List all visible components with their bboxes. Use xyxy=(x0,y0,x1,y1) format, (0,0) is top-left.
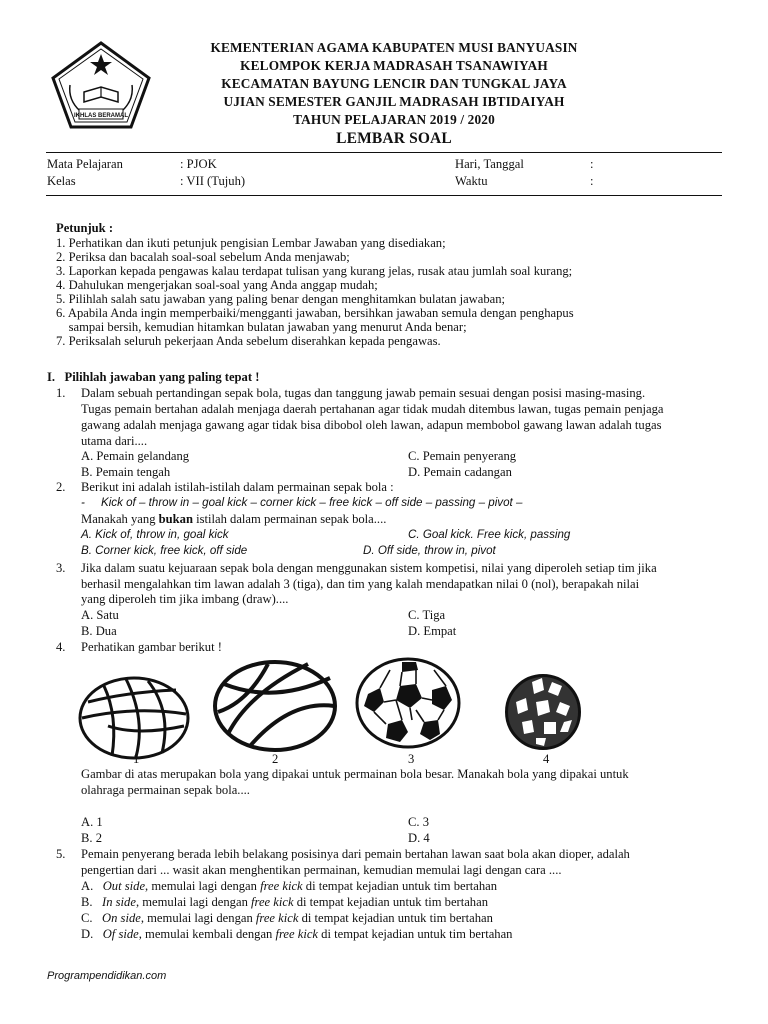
class-value: : VII (Tujuh) xyxy=(180,174,246,188)
option-a: A. 1 xyxy=(81,815,103,829)
question-number: 4. xyxy=(56,640,66,654)
option-letter: A. xyxy=(81,879,94,893)
subject-value: : PJOK xyxy=(180,157,217,171)
ball-label-1: 1 xyxy=(133,752,140,766)
question-number: 5. xyxy=(56,847,66,861)
ball-label-2: 2 xyxy=(272,752,279,766)
instruction-item: 4. Dahulukan mengerjakan soal-soal yang Anda anggap mudah; xyxy=(56,278,378,292)
option-tail: di tempat kejadian untuk tim bertahan xyxy=(293,895,488,909)
option-d xyxy=(81,927,512,942)
terms-list: - Kick of – throw in – goal kick – corner kick – free kick – off side – passing – pivot – xyxy=(81,496,523,509)
option-b: B. 2 xyxy=(81,831,102,845)
option-term: In side xyxy=(102,895,136,909)
option-free-kick: free kick xyxy=(251,895,294,909)
logo-text: IKHLAS BERAMAL xyxy=(74,113,128,119)
instruction-item: 3. Laporkan kepada pengawas kalau terdapat tulisan yang kurang jelas, rusak atau jumlah soal kurang; xyxy=(56,264,573,278)
option-b: B. Corner kick, free kick, off side xyxy=(81,544,248,557)
question-text: Dalam sebuah pertandingan sepak bola, tugas dan tanggung jawab pemain sesuai dengan posisi masing-masing. xyxy=(81,386,646,400)
question-text: gawang adalah menjaga gawang agar tidak bisa dibobol oleh lawan, adapun membobol gawang lawan adalah tugas xyxy=(81,418,662,432)
option-tail: di tempat kejadian untuk tim bertahan xyxy=(298,911,493,925)
option-a xyxy=(81,879,497,894)
option-d: D. 4 xyxy=(408,831,430,845)
instruction-item: 6. Apabila Anda ingin memperbaiki/mengganti jawaban, bersihkan jawaban semula dengan penghapus xyxy=(56,306,574,320)
ask-bold: bukan xyxy=(158,512,193,526)
question-text: Perhatikan gambar berikut ! xyxy=(81,640,222,654)
option-a: A. Kick of, throw in, goal kick xyxy=(81,528,229,541)
option-d: D. Empat xyxy=(408,624,457,638)
instruction-item: 7. Periksalah seluruh pekerjaan Anda sebelum diserahkan kepada pengawas. xyxy=(56,334,441,348)
option-d: D. Off side, throw in, pivot xyxy=(363,544,496,557)
question-text: Jika dalam suatu kejuaraan sepak bola dengan menggunakan sistem kompetisi, nilai yang diperoleh setiap tim jika xyxy=(81,561,657,575)
day-value: : xyxy=(590,157,594,171)
header-rule-top xyxy=(46,152,722,153)
question-text: Tugas pemain bertahan adalah menjaga daerah pertahanan agar tidak mudah ditembus lawan, tugas pemain penjaga xyxy=(81,402,664,416)
class-label: Kelas xyxy=(47,174,76,188)
option-free-kick: free kick xyxy=(275,927,319,941)
option-mid: , memulai lagi dengan xyxy=(135,895,252,909)
question-text: Berikut ini adalah istilah-istilah dalam permainan sepak bola : xyxy=(81,480,394,494)
soccer-ball-image xyxy=(354,656,462,750)
option-term: On side xyxy=(102,911,141,925)
footer-source: Programpendidikan.com xyxy=(47,970,167,982)
question-text: yang diperoleh tim jika imbang (draw).... xyxy=(81,592,289,606)
option-c: C. Pemain penyerang xyxy=(408,449,517,463)
option-c: C. Tiga xyxy=(408,608,446,622)
question-text: berhasil mengalahkan tim lawan adalah 3 (tiga), dan tim yang kalah mendapatkan nilai 0 (nol), berapakah nilai xyxy=(81,577,640,591)
option-a: A. Satu xyxy=(81,608,119,622)
basketball-image xyxy=(210,660,340,752)
option-c xyxy=(81,911,493,926)
header-line-5: TAHUN PELAJARAN 2019 / 2020 xyxy=(293,112,495,127)
option-letter: B. xyxy=(81,895,93,909)
option-a: A. Pemain gelandang xyxy=(81,449,190,463)
header-line-2: KELOMPOK KERJA MADRASAH TSANAWIYAH xyxy=(240,58,548,73)
instruction-item: 5. Pilihlah salah satu jawaban yang paling benar dengan menghitamkan bulatan jawaban; xyxy=(56,292,506,306)
question-text: pengertian dari ... wasit akan menghentikan permainan, kemudian memulai lagi dengan cara .... xyxy=(81,863,562,877)
question-text xyxy=(81,512,386,527)
ball-label-3: 3 xyxy=(408,752,415,766)
takraw-ball-image xyxy=(502,672,584,752)
question-number: 1. xyxy=(56,386,66,400)
option-mid: , memulai lagi dengan xyxy=(140,911,256,925)
volleyball-image xyxy=(78,676,190,760)
option-letter: C. xyxy=(81,911,93,925)
question-text: utama dari.... xyxy=(81,434,148,448)
kemenag-logo xyxy=(48,40,154,130)
question-number: 2. xyxy=(56,480,66,494)
option-tail: di tempat kejadian untuk tim bertahan xyxy=(318,927,513,941)
option-b: B. Dua xyxy=(81,624,117,638)
ask-pre: Manakah yang xyxy=(81,512,159,526)
option-c: C. Goal kick. Free kick, passing xyxy=(408,528,571,541)
question-number: 3. xyxy=(56,561,66,575)
option-c: C. 3 xyxy=(408,815,429,829)
time-label: Waktu xyxy=(455,174,488,188)
instruction-item: 2. Periksa dan bacalah soal-soal sebelum Anda menjawab; xyxy=(56,250,350,264)
option-term: Out side xyxy=(102,879,146,893)
option-letter: D. xyxy=(81,927,94,941)
header-line-4: UJIAN SEMESTER GANJIL MADRASAH IBTIDAIYAH xyxy=(223,94,565,109)
time-value: : xyxy=(590,174,594,188)
instruction-item: sampai bersih, kemudian hitamkan bulatan jawaban yang menurut Anda benar; xyxy=(56,320,467,334)
day-label: Hari, Tanggal xyxy=(455,157,524,171)
section-title: I. Pilihlah jawaban yang paling tepat ! xyxy=(47,370,260,384)
subject-label: Mata Pelajaran xyxy=(47,157,123,171)
header-line-1: KEMENTERIAN AGAMA KABUPATEN MUSI BANYUASIN xyxy=(210,40,578,55)
header-rule-bottom xyxy=(46,195,722,196)
option-free-kick: free kick xyxy=(260,879,303,893)
option-mid: , memulai kembali dengan xyxy=(138,927,276,941)
question-text: Pemain penyerang berada lebih belakang posisinya dari pemain bertahan lawan saat bola akan dioper, adalah xyxy=(81,847,630,861)
question-text: Gambar di atas merupakan bola yang dipakai untuk permainan bola besar. Manakah bola yang dipakai untuk xyxy=(81,767,629,781)
option-d: D. Pemain cadangan xyxy=(408,465,512,479)
question-text: olahraga permainan sepak bola.... xyxy=(81,783,250,797)
option-free-kick: free kick xyxy=(255,911,299,925)
option-term: Of side xyxy=(102,927,139,941)
instruction-item: 1. Perhatikan dan ikuti petunjuk pengisian Lembar Jawaban yang disediakan; xyxy=(56,236,446,250)
instructions-heading: Petunjuk : xyxy=(56,221,114,235)
ask-post: istilah dalam permainan sepak bola.... xyxy=(192,512,387,526)
option-mid: , memulai lagi dengan xyxy=(145,879,261,893)
option-tail: di tempat kejadian untuk tim bertahan xyxy=(302,879,498,893)
header-line-3: KECAMATAN BAYUNG LENCIR DAN TUNGKAL JAYA xyxy=(221,76,567,91)
page-title: LEMBAR SOAL xyxy=(336,130,452,147)
option-b: B. Pemain tengah xyxy=(81,465,171,479)
ball-label-4: 4 xyxy=(543,752,550,766)
option-b xyxy=(81,895,488,910)
